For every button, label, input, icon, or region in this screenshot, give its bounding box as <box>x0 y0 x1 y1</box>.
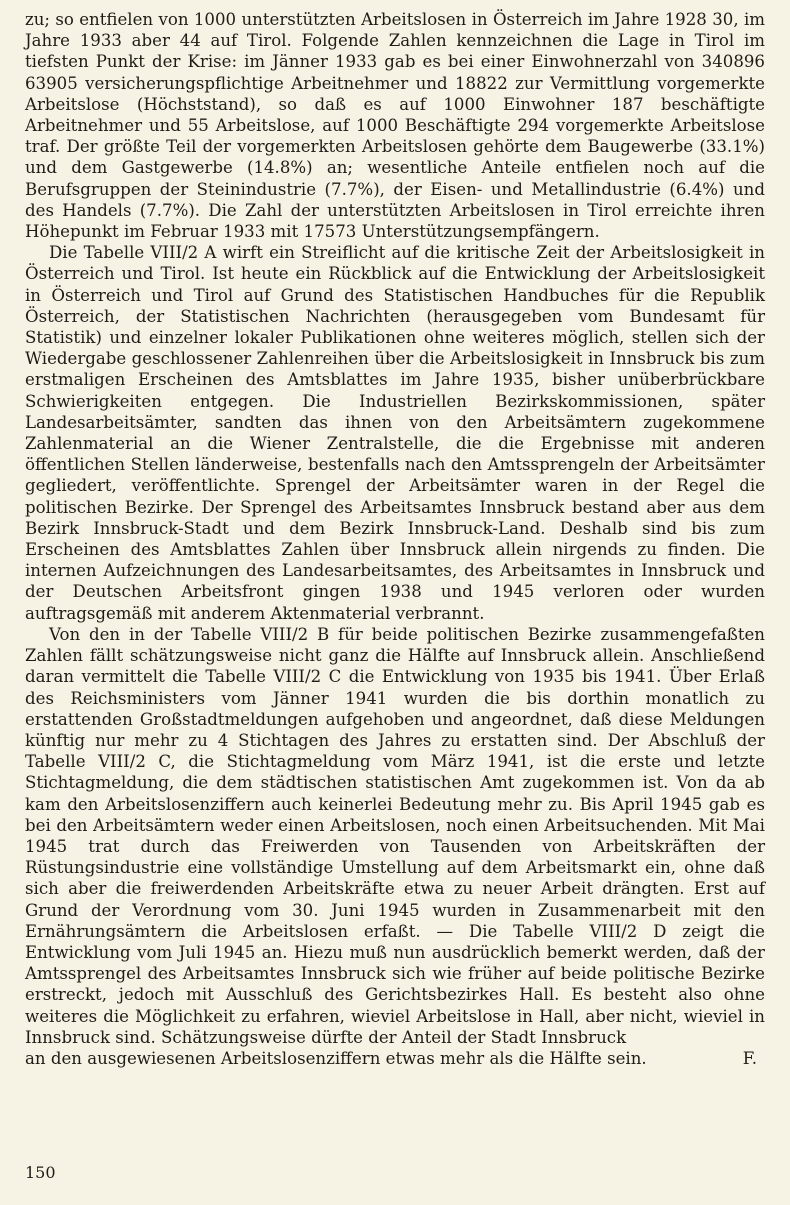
closing-sentence: an den ausgewiesenen Arbeitslosenziffern etwas mehr als die Hälfte sein. <box>25 1048 647 1068</box>
page-number: 150 <box>25 1163 56 1182</box>
paragraph-table-details: Von den in der Tabelle VIII/2 B für beide politischen Bezirke zusammengefaßten Zahlen fällt schätzungsweise nicht ganz die Hälfte auf Innsbruck allein. Anschließend daran vermittelt die Tabelle VIII/2 C die Entwicklung von 1935 bis 1941. Über Erlaß des Reichsministers vom Jänner 1941 wurden die bis dorthin monatlich zu erstattenden Großstadtmeldungen aufgehoben und angeordnet, daß diese Meldungen künftig nur mehr zu 4 Stichtagen des Jahres zu erstatten sind. Der Abschluß der Tabelle VIII/2 C, die Stichtagmeldung vom März 1941, ist die erste und letzte Stichtagmeldung, die dem städtischen statistischen Amt zugekommen ist. Von da ab kam den Arbeitslosenziffern auch keinerlei Bedeutung mehr zu. Bis April 1945 gab es bei den Arbeitsämtern weder einen Arbeitslosen, noch einen Arbeitsuchenden. Mit Mai 1945 trat durch das Freiwerden von Tausenden von Arbeitskräften der Rüstungsindustrie eine vollständige Umstellung auf dem Arbeitsmarkt ein, ohne daß sich aber die freiwerdenden Arbeitskräfte etwa zu neuer Arbeit drängten. Erst auf Grund der Verordnung vom 30. Juni 1945 wurden in Zusammenarbeit mit den Ernährungsämtern die Arbeitslosen erfaßt. — Die Tabelle VIII/2 D zeigt die Entwicklung vom Juli 1945 an. Hiezu muß nun ausdrücklich bemerkt werden, daß der Amtssprengel des Arbeitsamtes Innsbruck sich wie früher auf beide politische Bezirke erstreckt, jedoch mit Ausschluß des Gerichtsbezirkes Hall. Es besteht also ohne weiteres die Möglichkeit zu erfahren, wieviel Arbeitslose in Hall, aber nicht, wieviel in Innsbruck sind. Schätzungsweise dürfte der Anteil der Stadt Innsbruck <box>25 624 765 1047</box>
body-text <box>25 9 765 1069</box>
closing-line <box>25 1048 765 1069</box>
paragraph-continuation: zu; so entfielen von 1000 unterstützten Arbeitslosen in Österreich im Jahre 1928 30, im Jahre 1933 aber 44 auf Tirol. Folgende Zahlen kennzeichnen die Lage in Tirol im tiefsten Punkt der Krise: im Jänner 1933 gab es bei einer Einwohnerzahl von 340896 63905 versicherungspflichtige Arbeitnehmer und 18822 zur Vermittlung vorgemerkte Arbeitslose (Höchststand), so daß es auf 1000 Einwohner 187 beschäftigte Arbeitnehmer und 55 Arbeitslose, auf 1000 Beschäftigte 294 vorgemerkte Arbeitslose traf. Der größte Teil der vorgemerkten Arbeitslosen gehörte dem Baugewerbe (33.1%) und dem Gastgewerbe (14.8%) an; wesentliche Anteile entfielen noch auf die Berufsgruppen der Steinindustrie (7.7%), der Eisen- und Metallindustrie (6.4%) und des Handels (7.7%). Die Zahl der unterstützten Arbeitslosen in Tirol erreichte ihren Höhepunkt im Februar 1933 mit 17573 Unterstützungsempfängern. <box>25 10 765 242</box>
author-initial: F. <box>742 1048 757 1068</box>
paragraph-table-overview: Die Tabelle VIII/2 A wirft ein Streiflicht auf die kritische Zeit der Arbeitslosigkeit in Österreich und Tirol. Ist heute ein Rückblick auf die Entwicklung der Arbeitslosigkeit in Österreich und Tirol auf Grund des Statistischen Handbuches für die Republik Österreich, der Statistischen Nachrichten (herausgegeben vom Bundesamt für Statistik) und einzelner lokaler Publikationen ohne weiteres möglich, stellen sich der Wiedergabe geschlossener Zahlenreihen über die Arbeitslosigkeit in Innsbruck bis zum erstmaligen Erscheinen des Amtsblattes im Jahre 1935, bisher unüberbrückbare Schwierigkeiten entgegen. Die Industriellen Bezirkskommissionen, später Landesarbeitsämter, sandten das ihnen von den Arbeitsämtern zugekommene Zahlenmaterial an die Wiener Zentralstelle, die die Ergebnisse mit anderen öffentlichen Stellen länderweise, bestenfalls nach den Amtssprengeln der Arbeitsämter gegliedert, veröffentlichte. Sprengel der Arbeitsämter waren in der Regel die politischen Bezirke. Der Sprengel des Arbeitsamtes Innsbruck bestand aber aus dem Bezirk Innsbruck-Stadt und dem Bezirk Innsbruck-Land. Deshalb sind bis zum Erscheinen des Amtsblattes Zahlen über Innsbruck allein nirgends zu finden. Die internen Aufzeichnungen des Landesarbeitsamtes, des Arbeitsamtes in Innsbruck und der Deutschen Arbeitsfront gingen 1938 und 1945 verloren oder wurden auftragsgemäß mit anderem Aktenmaterial verbrannt. <box>25 243 765 623</box>
